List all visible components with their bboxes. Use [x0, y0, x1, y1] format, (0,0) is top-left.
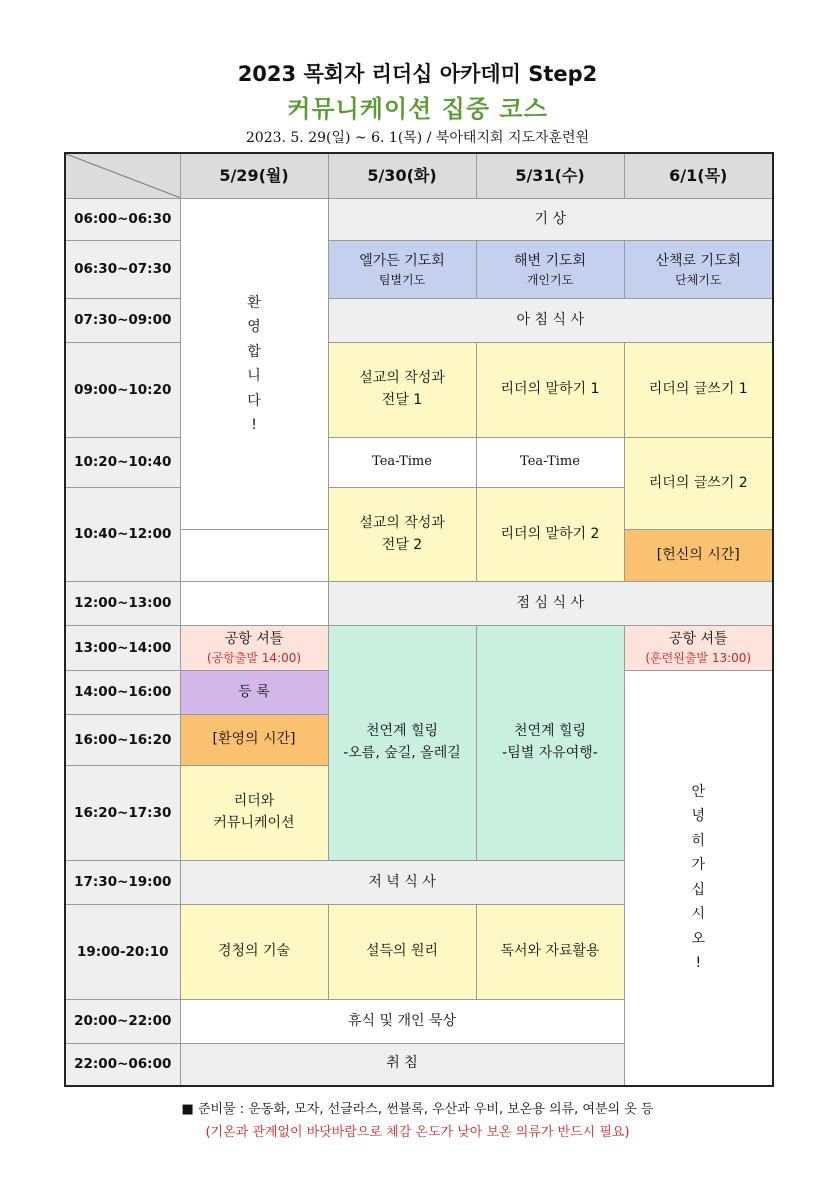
cell-line: 엘가든 기도회 [359, 252, 445, 269]
course-subtitle: 커뮤니케이션 집중 코스 [287, 95, 548, 123]
time-label: 07:30~09:00 [65, 299, 180, 343]
day-header: 5/30(화) [328, 153, 476, 199]
cell-line: 설교의 작성과 [359, 370, 445, 387]
cell-line: (훈련원출발 13:00) [645, 651, 752, 666]
cell-line: 전달 2 [381, 536, 423, 553]
time-label: 19:00-20:10 [65, 905, 180, 1000]
day-header: 5/29(월) [180, 153, 328, 199]
wakeup-cell: 기 상 [328, 199, 773, 241]
schedule-table [64, 152, 774, 1087]
time-label: 20:00~22:00 [65, 1000, 180, 1044]
time-label: 09:00~10:20 [65, 343, 180, 438]
cell-line: 천연계 힐링 [365, 723, 439, 740]
cell-line: 개인기도 [526, 272, 574, 287]
welcome-cell: 환 영 합 니 다 ! [180, 199, 328, 530]
day-header: 6/1(목) [624, 153, 773, 199]
cell-line: 단체기도 [675, 272, 722, 287]
prayer-wed-cell [476, 241, 624, 299]
sleep-cell: 취 침 [180, 1044, 624, 1086]
dateline: 2023. 5. 29(일) ~ 6. 1(목) / 북아태지회 지도자훈련원 [245, 130, 590, 146]
healing-wed-cell [476, 626, 624, 861]
persuasion-cell: 설득의 원리 [328, 905, 476, 1000]
cell-line: -팀별 자유여행- [502, 745, 598, 761]
cell-line: 공항 셔틀 [668, 631, 728, 648]
writing2-cell: 리더의 글쓰기 2 [624, 438, 773, 530]
sermon1-cell [328, 343, 476, 438]
time-label: 16:20~17:30 [65, 766, 180, 861]
listening-cell: 경청의 기술 [180, 905, 328, 1000]
dinner-cell: 저 녁 식 사 [180, 861, 624, 905]
rest-cell: 휴식 및 개인 묵상 [180, 1000, 624, 1044]
lunch-cell: 점 심 식 사 [328, 582, 773, 626]
welcome-bottom-cell [180, 530, 328, 582]
time-label: 10:20~10:40 [65, 438, 180, 488]
time-label: 12:00~13:00 [65, 582, 180, 626]
tea-tue-cell: Tea-Time [328, 438, 476, 488]
prayer-tue-cell [328, 241, 476, 299]
cell-line: 해변 기도회 [513, 252, 587, 269]
breakfast-cell: 아 침 식 사 [328, 299, 773, 343]
cell-line: 공항 셔틀 [224, 631, 284, 648]
prayer-thu-cell [624, 241, 773, 299]
time-label: 16:00~16:20 [65, 715, 180, 766]
cell-line: 팀별기도 [378, 272, 426, 287]
leader-comm-cell [180, 766, 328, 861]
cell-line: (공항출발 14:00) [206, 651, 302, 666]
cell-line: 설교의 작성과 [359, 514, 445, 531]
healing-tue-cell [328, 626, 476, 861]
sermon2-cell [328, 488, 476, 582]
cell-line: -오름, 숲길, 올레길 [343, 745, 461, 761]
corner-cell [65, 153, 180, 199]
cell-line: 리더와 [233, 793, 275, 810]
speaking2-cell: 리더의 말하기 2 [476, 488, 624, 582]
shuttle-mon-cell [180, 626, 328, 671]
time-label: 17:30~19:00 [65, 861, 180, 905]
cell-line: 커뮤니케이션 [213, 815, 295, 831]
time-label: 22:00~06:00 [65, 1044, 180, 1086]
cell-line: 산책로 기도회 [655, 252, 742, 269]
page-title: 2023 목회자 리더십 아카데미 Step2 [237, 62, 598, 86]
diagonal-line [66, 154, 180, 198]
warning-note: (기온과 관계없이 바닷바람으로 체감 온도가 낮아 보온 의류가 반드시 필요) [205, 1125, 630, 1140]
dedication-cell: [헌신의 시간] [624, 530, 773, 582]
writing1-cell: 리더의 글쓰기 1 [624, 343, 773, 438]
time-label: 06:00~06:30 [65, 199, 180, 241]
registration-cell: 등 록 [180, 671, 328, 715]
tea-wed-cell: Tea-Time [476, 438, 624, 488]
cell-line: 천연계 힐링 [513, 723, 587, 740]
welcome-time-cell: [환영의 시간] [180, 715, 328, 766]
time-label: 13:00~14:00 [65, 626, 180, 671]
farewell-cell: 안 녕 히 가 십 시 오 ! [624, 671, 773, 1086]
shuttle-thu-cell [624, 626, 773, 671]
day-header: 5/31(수) [476, 153, 624, 199]
time-label: 14:00~16:00 [65, 671, 180, 715]
empty-cell [180, 582, 328, 626]
supplies-note: ■ 준비물 : 운동화, 모자, 선글라스, 썬블록, 우산과 우비, 보온용 의류, 여분의 옷 등 [181, 1102, 654, 1117]
speaking1-cell: 리더의 말하기 1 [476, 343, 624, 438]
time-label: 10:40~12:00 [65, 488, 180, 582]
cell-line: 전달 1 [381, 392, 423, 408]
reading-cell: 독서와 자료활용 [476, 905, 624, 1000]
time-label: 06:30~07:30 [65, 241, 180, 299]
